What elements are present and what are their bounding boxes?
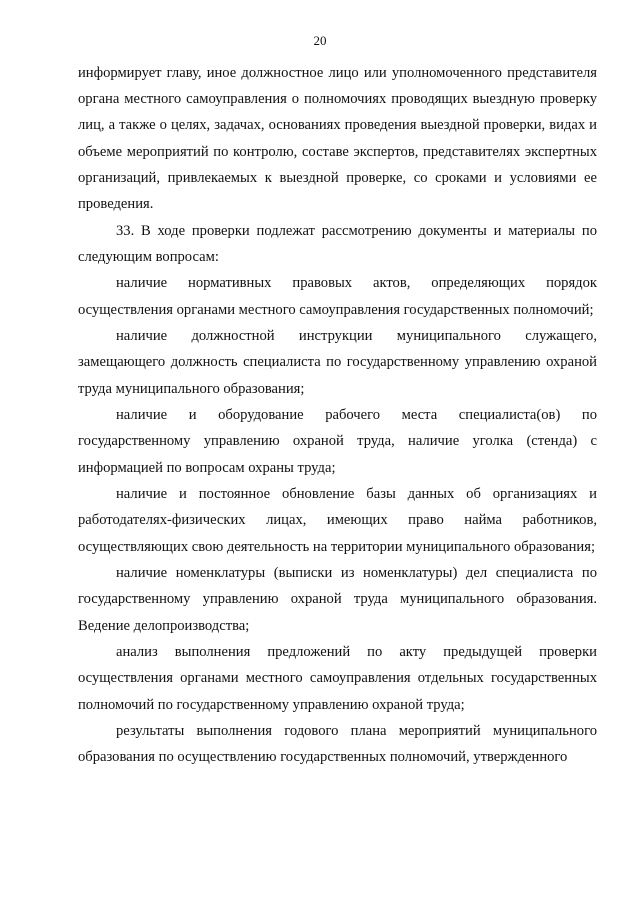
document-body xyxy=(78,60,597,771)
paragraph-normative-acts: наличие нормативных правовых актов, определяющих порядок осуществления органами местного самоуправления государственных полномочий; xyxy=(78,275,597,318)
paragraph-item-33: 33. В ходе проверки подлежат рассмотрению документы и материалы по следующим вопросам: xyxy=(78,222,597,265)
paragraph-annual-plan-results: результаты выполнения годового плана мероприятий муниципального образования по осуществлению государственных полномочий, утвержденного xyxy=(78,723,597,766)
paragraph-workplace-equipment: наличие и оборудование рабочего места специалиста(ов) по государственному управлению охраной труда, наличие уголка (стенда) с информацией по вопросам охраны труда; xyxy=(78,407,597,476)
paragraph-intro-continuation: информирует главу, иное должностное лицо или уполномоченного представителя органа местного самоуправления о полномочиях проводящих выездную проверку лиц, а также о целях, задачах, основаниях проведения выездной проверки, видах и объеме мероприятий по контролю, составе экспертов, представителях экспертных организаций, привлекаемых к выездной проверке, со сроками и условиями ее проведения. xyxy=(78,65,597,213)
page-number: 20 xyxy=(313,33,327,48)
paragraph-job-instruction: наличие должностной инструкции муниципального служащего, замещающего должность специалиста по государственному управлению охраной труда муниципального образования; xyxy=(78,328,597,397)
paragraph-previous-audit-analysis: анализ выполнения предложений по акту предыдущей проверки осуществления органами местного самоуправления отдельных государственных полномочий по государственному управлению охраной труда; xyxy=(78,644,597,713)
paragraph-organizations-database: наличие и постоянное обновление базы данных об организациях и работодателях-физических лицах, имеющих право найма работников, осуществляющих свою деятельность на территории муниципального образования; xyxy=(78,486,597,555)
paragraph-nomenclature: наличие номенклатуры (выписки из номенклатуры) дел специалиста по государственному управлению охраной труда муниципального образования. Ведение делопроизводства; xyxy=(78,565,597,634)
